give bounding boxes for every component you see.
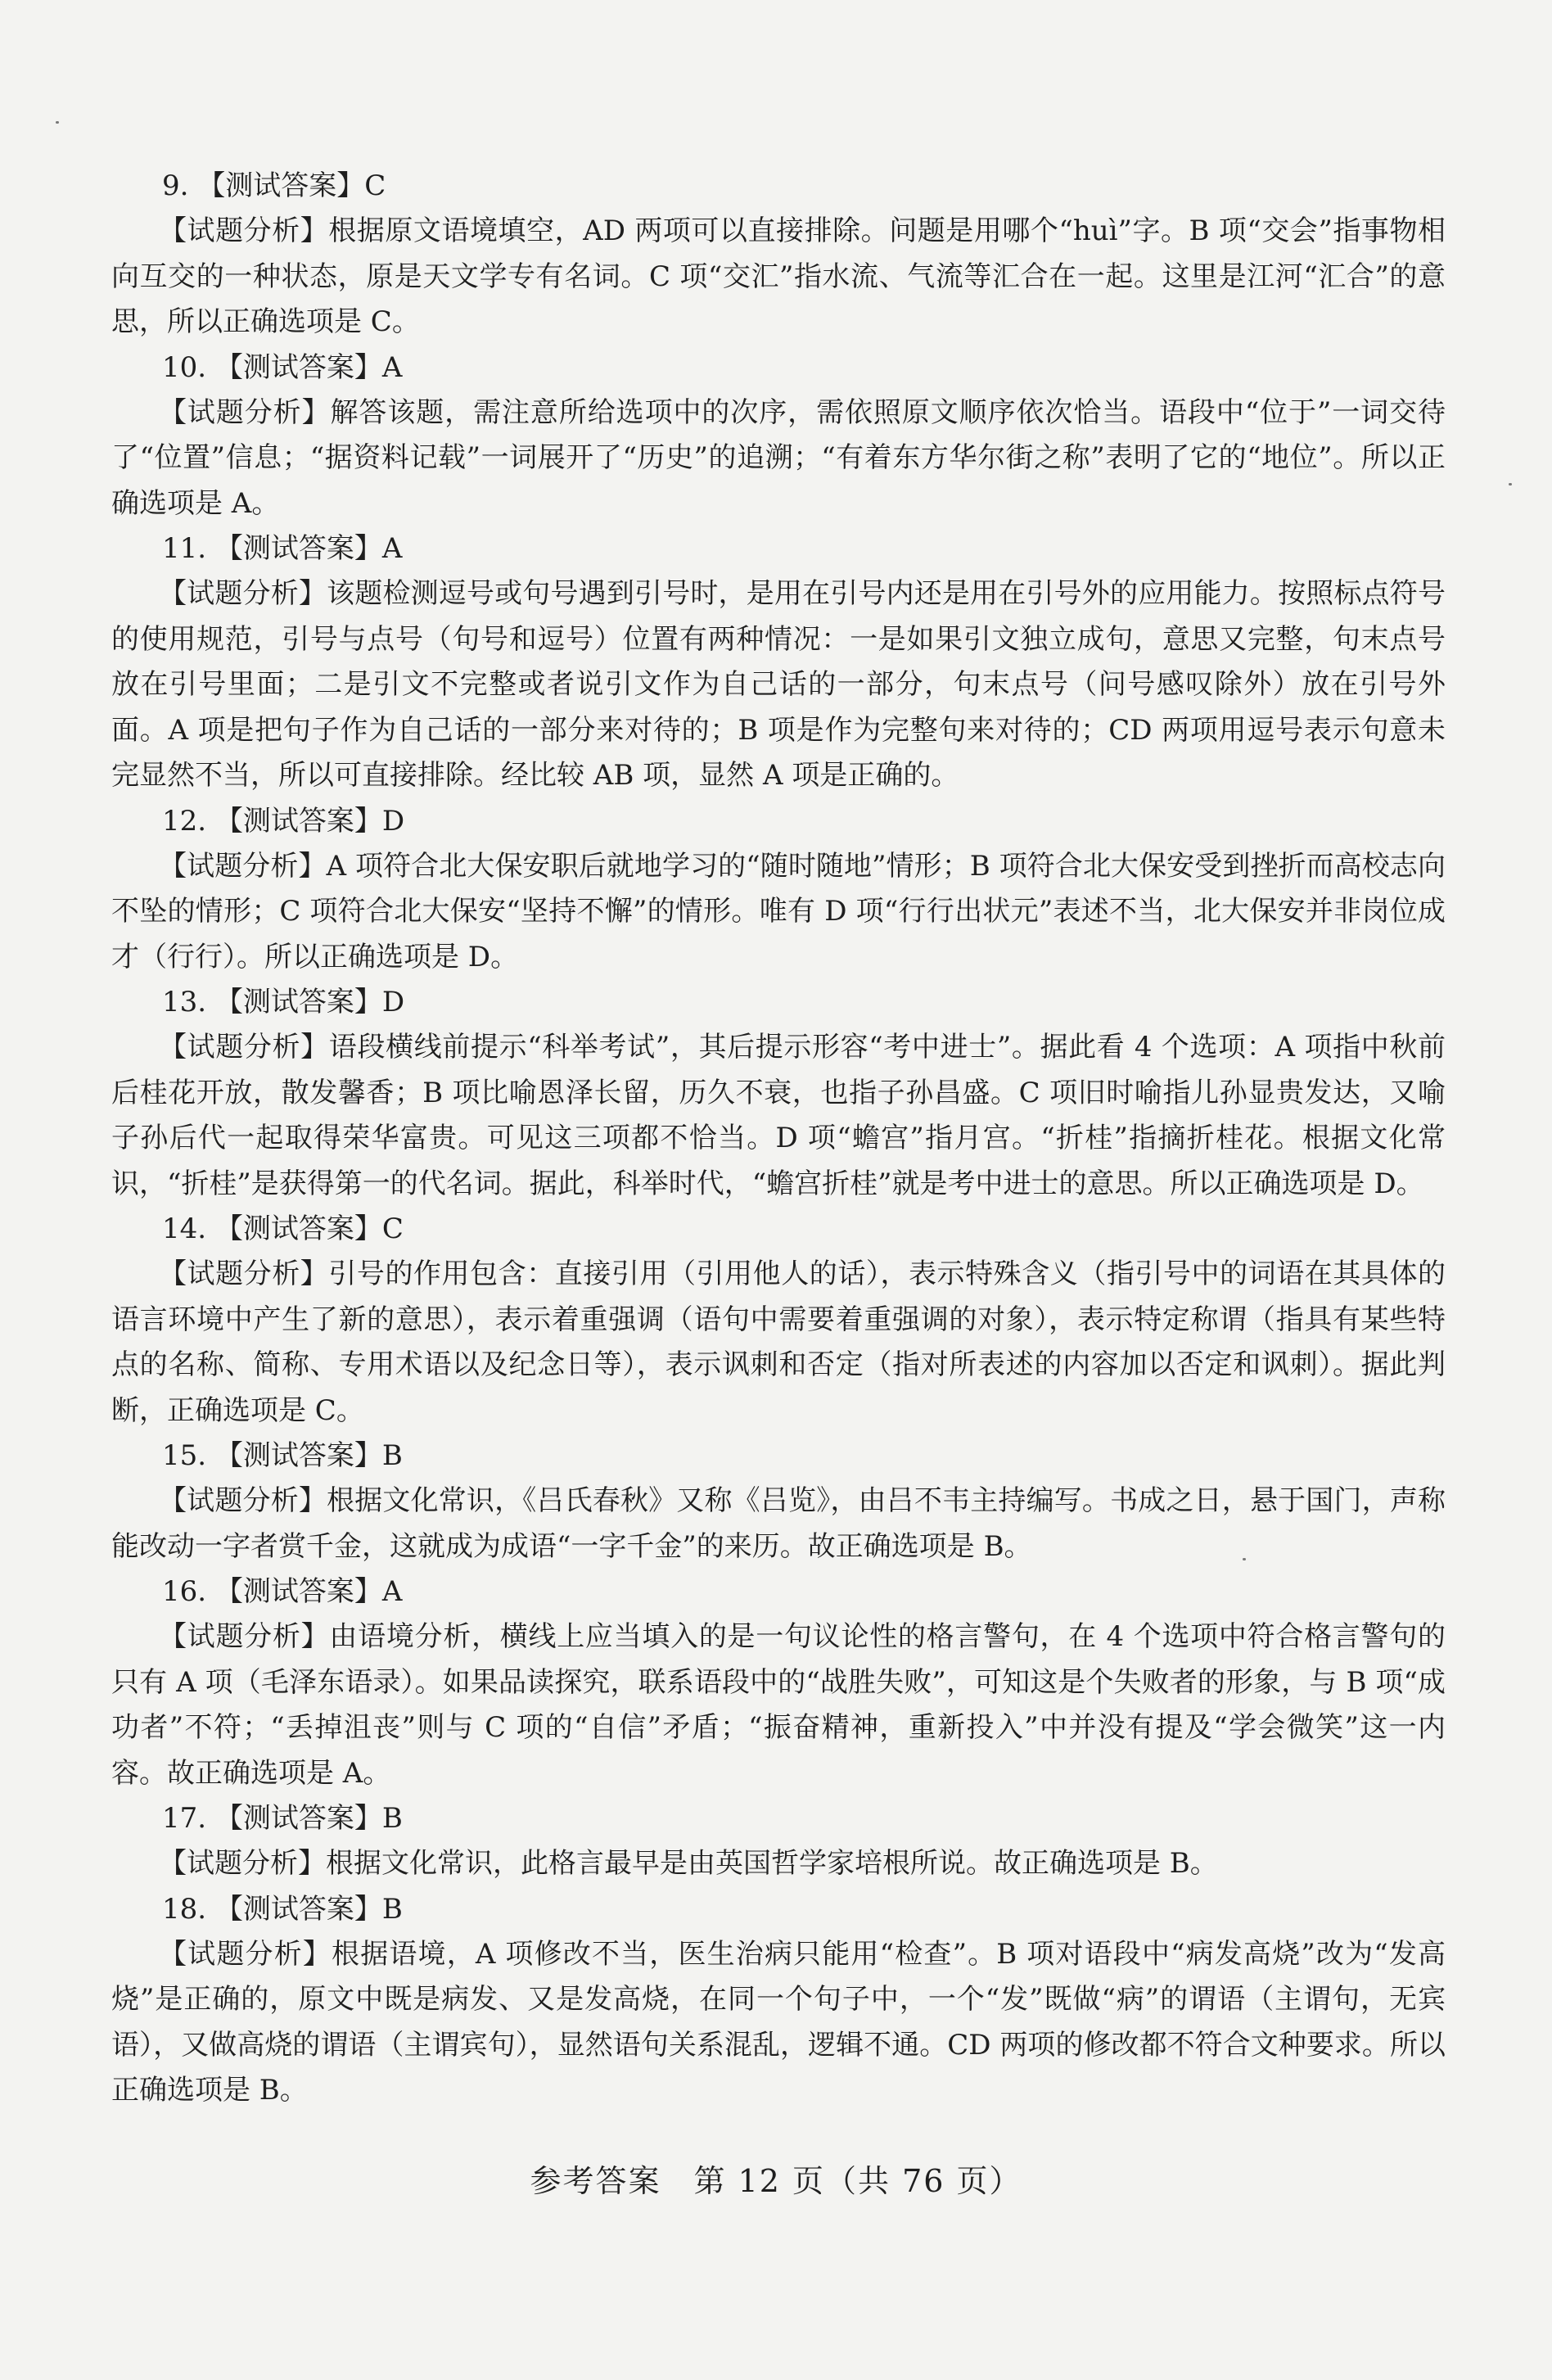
test-answer-heading: 17. 【测试答案】B (162, 1802, 403, 1835)
analysis-paragraph: 【试题分析】解答该题，需注意所给选项中的次序，需依照原文顺序依次恰当。语段中“位于”一词交待了“位置”信息；“据资料记载”一词展开了“历史”的追溯；“有着东方华尔街之称”表明了它的“地位”。所以正确选项是 A。 (111, 395, 1446, 520)
analysis-paragraph: 【试题分析】根据文化常识，《吕氏春秋》又称《吕览》，由吕不韦主持编写。书成之日，悬于国门，声称能改动一字者赏千金，这就成为成语“一字千金”的来历。故正确选项是 B。 (111, 1484, 1446, 1563)
test-answer-heading: 13. 【测试答案】D (162, 986, 405, 1018)
speck-mark (1509, 483, 1512, 485)
analysis-paragraph: 【试题分析】引号的作用包含：直接引用（引用他人的话），表示特殊含义（指引号中的词语在其具体的语言环境中产生了新的意思），表示着重强调（语句中需要着重强调的对象），表示特定称谓（指具有某些特点的名称、简称、专用术语以及纪念日等），表示讽刺和否定（指对所表述的内容加以否定和讽刺）。据此判断，正确选项是 C。 (111, 1258, 1446, 1427)
analysis-paragraph: 【试题分析】语段横线前提示“科举考试”，其后提示形容“考中进士”。据此看 4 个选项：A 项指中秋前后桂花开放，散发馨香；B 项比喻恩泽长留，历久不衰，也指子孙昌盛。C 项旧时喻指儿孙显贵发达，又喻子孙后代一起取得荣华富贵。可见这三项都不恰当。D 项“蟾宫”指月宫。“折桂”指摘折桂花。根据文化常识，“折桂”是获得第一的代名词。据此，科举时代，“蟾宫折桂”就是考中进士的意思。所以正确选项是 D。 (111, 1031, 1446, 1200)
speck-mark (56, 121, 59, 124)
test-answer-heading: 14. 【测试答案】C (162, 1213, 404, 1245)
test-answer-heading: 12. 【测试答案】D (162, 804, 405, 838)
answer-entry-9 (111, 164, 1446, 345)
analysis-paragraph: 【试题分析】该题检测逗号或句号遇到引号时，是用在引号内还是用在引号外的应用能力。按照标点符号的使用规范，引号与点号（句号和逗号）位置有两种情况：一是如果引文独立成句，意思又完整，句末点号放在引号里面；二是引文不完整或者说引文作为自己话的一部分，句末点号（问号感叹除外）放在引号外面。A 项是把句子作为自己话的一部分来对待的；B 项是作为完整句来对待的；CD 两项用逗号表示句意未完显然不当，所以可直接排除。经比较 AB 项，显然 A 项是正确的。 (111, 577, 1446, 792)
test-answer-heading: 10. 【测试答案】A (162, 350, 403, 384)
test-answer-heading: 9. 【测试答案】C (162, 169, 386, 202)
answer-entry-13 (111, 980, 1446, 1207)
answer-entry-14 (111, 1207, 1446, 1434)
analysis-paragraph: 【试题分析】A 项符合北大保安职后就地学习的“随时随地”情形；B 项符合北大保安受到挫折而高校志向不坠的情形；C 项符合北大保安“坚持不懈”的情形。唯有 D 项“行行出状元”表述不当，北大保安并非岗位成才（行行）。所以正确选项是 D。 (111, 849, 1446, 973)
page-footer: 参考答案 第 12 页（共 76 页） (530, 2163, 1022, 2199)
answer-entry-12 (111, 799, 1446, 981)
test-answer-heading: 18. 【测试答案】B (162, 1892, 403, 1926)
answer-entry-11 (111, 526, 1446, 799)
answer-entry-17 (111, 1796, 1446, 1887)
answer-entry-10 (111, 345, 1446, 527)
answer-entry-16 (111, 1569, 1446, 1796)
test-answer-heading: 15. 【测试答案】B (162, 1439, 403, 1472)
analysis-paragraph: 【试题分析】由语境分析，横线上应当填入的是一句议论性的格言警句，在 4 个选项中符合格言警句的只有 A 项（毛泽东语录）。如果品读探究，联系语段中的“战胜失败”，可知这是个失败者的形象，与 B 项“成功者”不符；“丢掉沮丧”则与 C 项的“自信”矛盾；“振奋精神，重新投入”中并没有提及“学会微笑”这一内容。故正确选项是 A。 (111, 1620, 1446, 1790)
analysis-paragraph: 【试题分析】根据语境，A 项修改不当，医生治病只能用“检查”。B 项对语段中“病发高烧”改为“发高烧”是正确的，原文中既是病发、又是发高烧，在同一个句子中，一个“发”既做“病”的谓语（主谓句，无宾语），又做高烧的谓语（主谓宾句），显然语句关系混乱，逻辑不通。CD 两项的修改都不符合文种要求。所以正确选项是 B。 (111, 1937, 1446, 2107)
answer-entry-18 (111, 1887, 1446, 2114)
answer-list (111, 164, 1446, 2114)
analysis-paragraph: 【试题分析】根据原文语境填空，AD 两项可以直接排除。问题是用哪个“huì”字。B 项“交会”指事物相向互交的一种状态，原是天文学专有名词。C 项“交汇”指水流、气流等汇合在一起。这里是江河“汇合”的意思，所以正确选项是 C。 (111, 215, 1446, 338)
test-answer-heading: 16. 【测试答案】A (162, 1575, 403, 1608)
analysis-paragraph: 【试题分析】根据文化常识，此格言最早是由英国哲学家培根所说。故正确选项是 B。 (159, 1847, 1218, 1880)
test-answer-heading: 11. 【测试答案】A (162, 532, 403, 565)
answer-entry-15 (111, 1434, 1446, 1569)
